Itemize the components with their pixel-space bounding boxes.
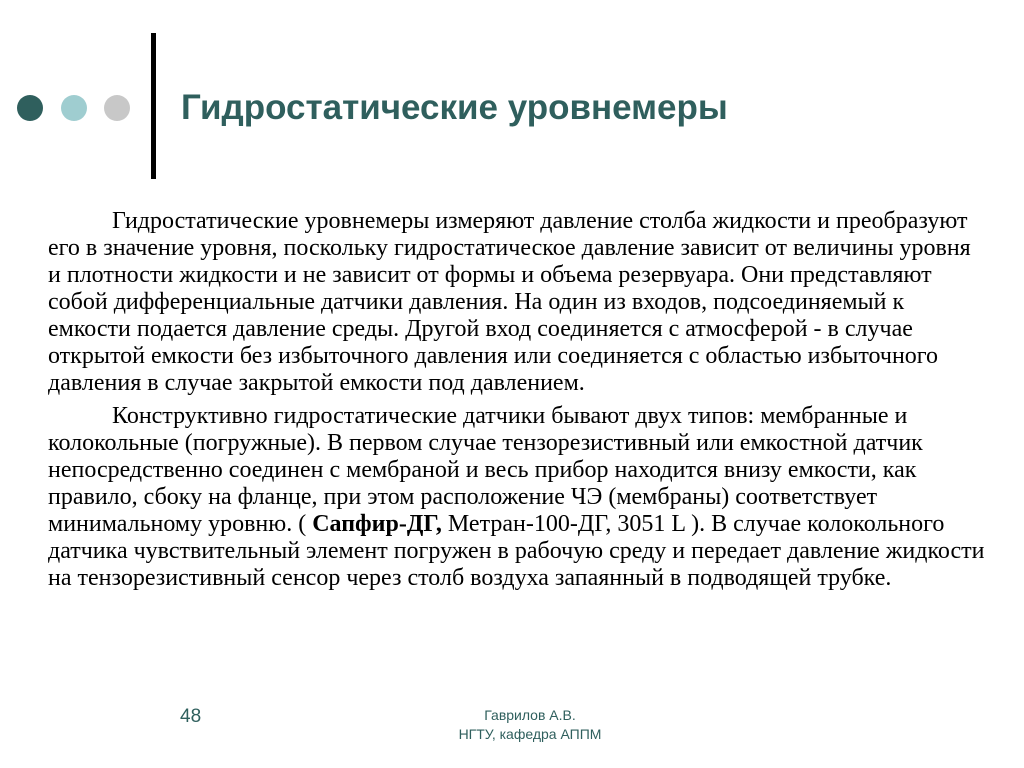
slide-title: Гидростатические уровнемеры (181, 88, 728, 127)
page-number: 48 (180, 706, 202, 727)
footer (430, 706, 630, 744)
decor-dot-dark (17, 95, 43, 121)
paragraph-2-part-1: Конструктивно гидростатические датчики бывают двух типов: мембранные и колокольные (погружные). В первом случае тензорезистивный или емкостной датчик непосредственно соединен с мембраной и весь прибор находится внизу емкости, как правило, сбоку на фланце, при этом расположение ЧЭ (мембраны) соответствует минимальному уровню. ( (48, 403, 923, 537)
slide-body (48, 208, 988, 592)
title-divider (151, 33, 156, 179)
decor-dot-gray (104, 95, 130, 121)
sapfir-dg-label: Сапфир-ДГ, (312, 511, 442, 537)
paragraph-1: Гидростатические уровнемеры измеряют давление столба жидкости и преобразуют его в значение уровня, поскольку гидростатическое давление зависит от величины уровня и плотности жидкости и не зависит от формы и объема резервуара. Они представляют собой дифференциальные датчики давления. На один из входов, подсоединяемый к емкости подается давление среды. Другой вход соединяется с атмосферой - в случае открытой емкости без избыточного давления или соединяется с областью избыточного давления в случае закрытой емкости под давлением. (48, 208, 971, 396)
footer-author: Гаврилов А.В. (484, 707, 576, 723)
decor-dot-light (61, 95, 87, 121)
footer-org: НГТУ, кафедра АППМ (458, 726, 602, 742)
paragraph-2-part-2: Метран-100-ДГ, 3051 L ). В случае колокольного датчика чувствительный элемент погружен в рабочую среду и передает давление жидкости на тензорезистивный сенсор через столб воздуха запаянный в подводящей трубке. (48, 511, 985, 591)
paragraph-2 (48, 403, 988, 592)
